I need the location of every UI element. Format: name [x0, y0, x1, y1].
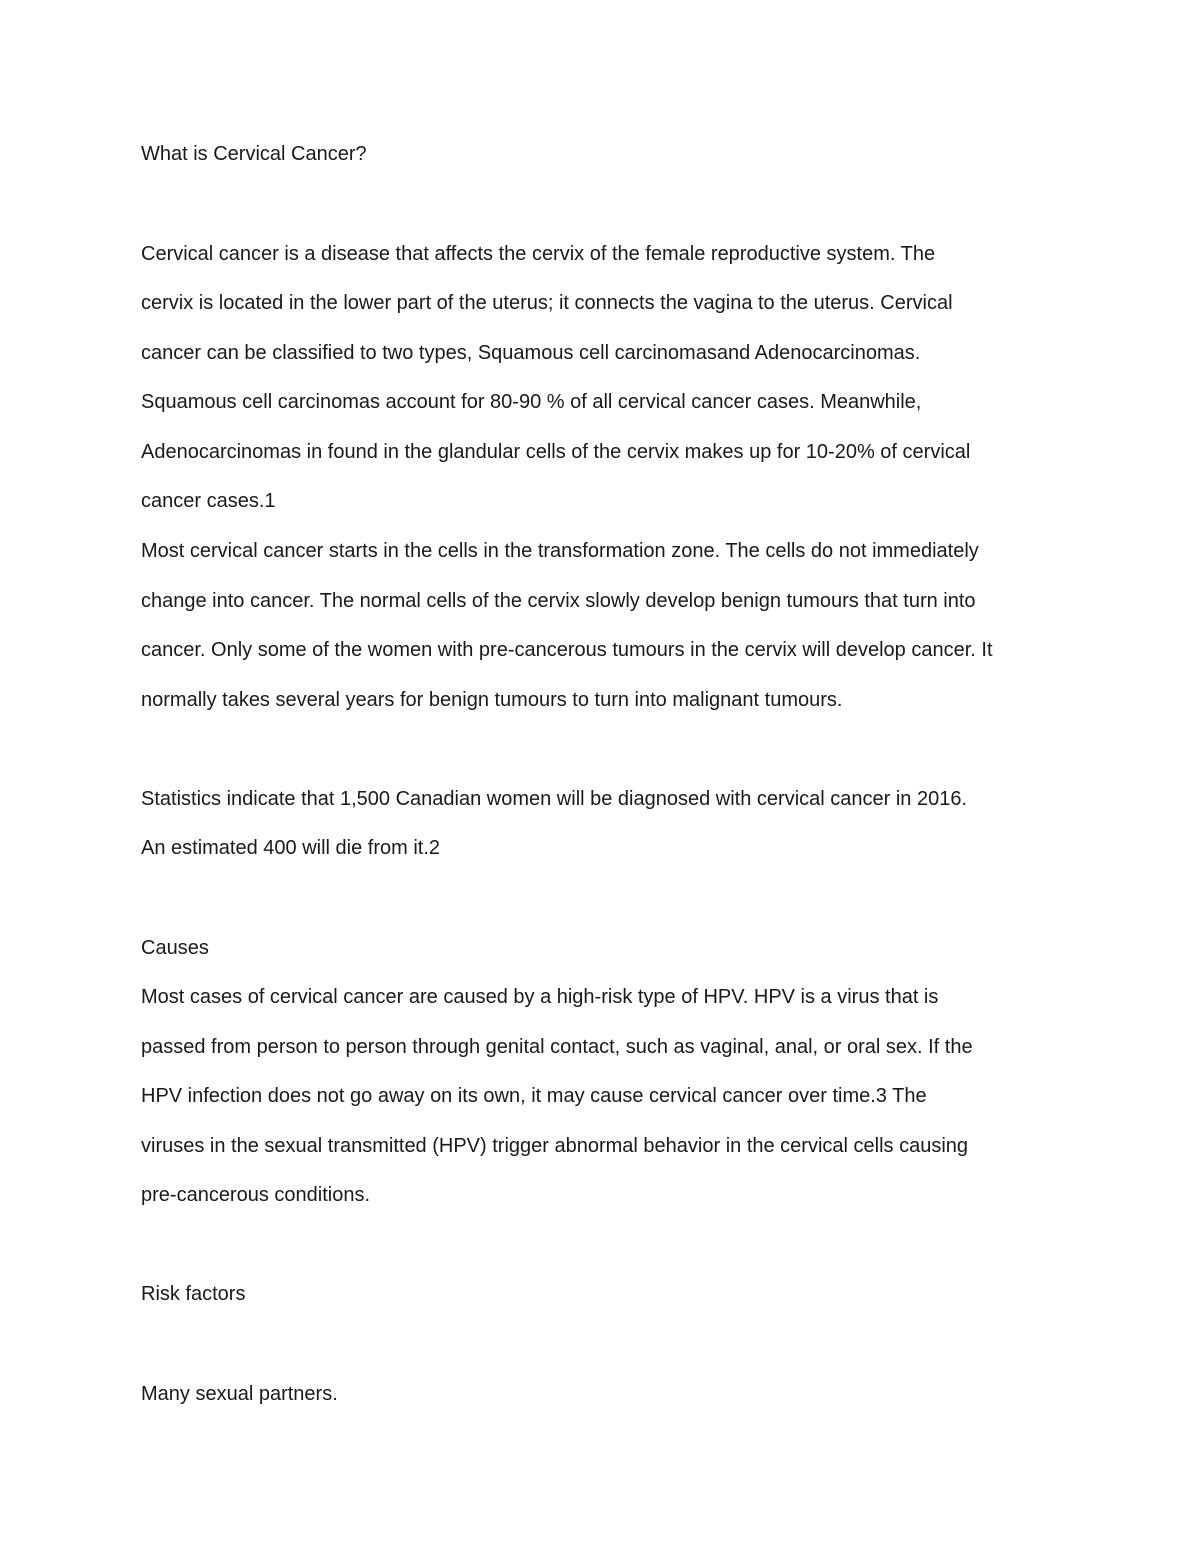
paragraph-line: Squamous cell carcinomas account for 80-90 % of all cervical cancer cases. Meanwhile,	[141, 391, 922, 413]
paragraph-line: cancer can be classified to two types, Squamous cell carcinomasand Adenocarcinomas.	[141, 342, 921, 364]
paragraph-line: Adenocarcinomas in found in the glandular cells of the cervix makes up for 10-20% of cervical	[141, 441, 971, 463]
paragraph-line: pre-cancerous conditions.	[141, 1184, 371, 1206]
risk-factor-item: Many sexual partners.	[141, 1383, 338, 1405]
heading-risk-factors: Risk factors	[141, 1283, 246, 1305]
paragraph-line: Most cervical cancer starts in the cells in the transformation zone. The cells do not immediately	[141, 540, 979, 562]
paragraph-line: passed from person to person through genital contact, such as vaginal, anal, or oral sex. If the	[141, 1036, 973, 1058]
paragraph-line: viruses in the sexual transmitted (HPV) trigger abnormal behavior in the cervical cells causing	[141, 1135, 969, 1157]
paragraph-line: HPV infection does not go away on its own, it may cause cervical cancer over time.3 The	[141, 1085, 927, 1107]
paragraph-line: An estimated 400 will die from it.2	[141, 837, 441, 859]
paragraph-line: Most cases of cervical cancer are caused by a high-risk type of HPV. HPV is a virus that is	[141, 986, 939, 1008]
paragraph-line: cervix is located in the lower part of the uterus; it connects the vagina to the uterus. Cervical	[141, 292, 953, 314]
heading-causes: Causes	[141, 937, 209, 959]
paragraph-line: normally takes several years for benign tumours to turn into malignant tumours.	[141, 689, 843, 711]
paragraph-line: cancer. Only some of the women with pre-cancerous tumours in the cervix will develop cancer. It	[141, 639, 993, 661]
paragraph-line: Cervical cancer is a disease that affects the cervix of the female reproductive system. The	[141, 243, 936, 265]
paragraph-line: change into cancer. The normal cells of the cervix slowly develop benign tumours that turn into	[141, 590, 976, 612]
paragraph-line: Statistics indicate that 1,500 Canadian women will be diagnosed with cervical cancer in 2016.	[141, 788, 968, 810]
paragraph-line: cancer cases.1	[141, 490, 276, 512]
heading-what-is-cervical-cancer: What is Cervical Cancer?	[141, 143, 367, 165]
